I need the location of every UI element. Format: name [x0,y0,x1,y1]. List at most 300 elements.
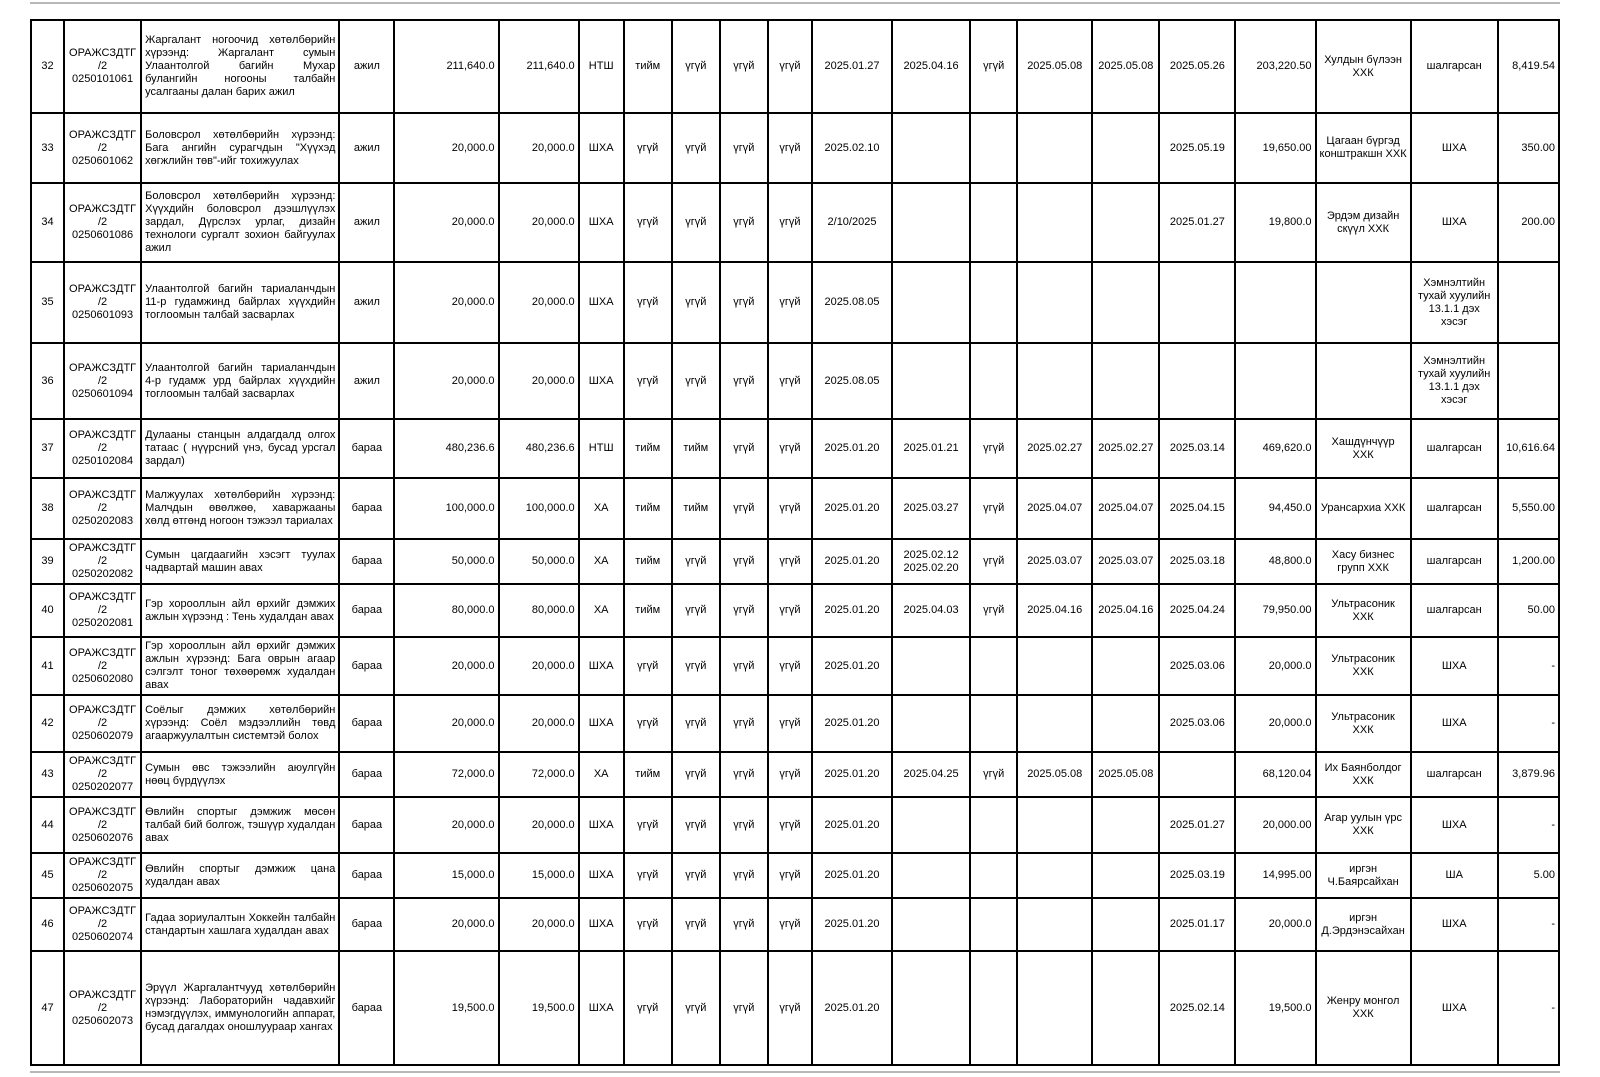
cell-flag-4: үгүй [768,951,812,1065]
cell-category: ажил [339,113,394,183]
cell-date-4 [1092,951,1159,1065]
cell-savings-value: 5.00 [1498,853,1559,898]
cell-description: Дулааны станцын алдагдалд олгох татаас ( нүүрсний үнэ, бусад урсгал зардал) [141,419,339,478]
cell-row-number: 40 [31,584,64,637]
cell-status: ШХА [1411,898,1498,951]
cell-date-2: 2025.01.21 [892,419,970,478]
table-row [31,584,1559,637]
cell-date-5: 2025.05.26 [1159,20,1235,113]
cell-category: бараа [339,752,394,797]
cell-date-4 [1092,183,1159,262]
procurement-table [30,19,1560,1066]
cell-flag-2: үгүй [672,797,720,853]
cell-budget-amount: 211,640.0 [394,20,498,113]
cell-row-number: 46 [31,898,64,951]
cell-status: ШХА [1411,695,1498,752]
cell-method: ШХА [579,797,624,853]
cell-date-4 [1092,637,1159,695]
cell-flag-2: тийм [672,419,720,478]
cell-procurement-code: ОРАЖСЗДТГ/2 0250601093 [64,262,141,343]
cell-row-number: 45 [31,853,64,898]
cell-flag-2: үгүй [672,951,720,1065]
cell-method: НТШ [579,20,624,113]
cell-description: Боловсрол хөтөлбөрийн хүрээнд: Бага ангийн сурагчдын "Хүүхэд хөгжлийн төв"-ийг тохижуулах [141,113,339,183]
cell-flag-2: үгүй [672,752,720,797]
cell-date-3: 2025.03.07 [1017,539,1092,584]
cell-flag-3: үгүй [720,584,768,637]
cell-date-3 [1017,183,1092,262]
cell-status: ШХА [1411,797,1498,853]
cell-contract-amount: 469,620.0 [1235,419,1315,478]
cell-date-1: 2025.02.10 [812,113,892,183]
cell-description: Өвлийн спортыг дэмжиж мөсөн талбай бий болгож, тэшүүр худалдан авах [141,797,339,853]
cell-date-2: 2025.03.27 [892,478,970,539]
cell-savings-value: 350.00 [1498,113,1559,183]
cell-status: ШХА [1411,637,1498,695]
cell-contract-amount: 20,000.0 [1235,695,1315,752]
cell-flag-3: үгүй [720,853,768,898]
cell-category: бараа [339,853,394,898]
cell-date-1: 2025.01.20 [812,478,892,539]
cell-budget-amount: 100,000.0 [394,478,498,539]
cell-flag-1: үгүй [624,695,672,752]
cell-date-4 [1092,262,1159,343]
cell-date-5: 2025.01.17 [1159,898,1235,951]
cell-flag-1: тийм [624,419,672,478]
cell-flag-4: үгүй [768,262,812,343]
cell-contract-amount: 68,120.04 [1235,752,1315,797]
cell-flag-3: үгүй [720,539,768,584]
cell-date-5: 2025.01.27 [1159,797,1235,853]
cell-supplier: Ультрасоник ХХК [1316,584,1411,637]
cell-savings-value [1498,262,1559,343]
cell-date-3 [1017,898,1092,951]
cell-flag-3: үгүй [720,113,768,183]
cell-date-3 [1017,637,1092,695]
cell-row-number: 42 [31,695,64,752]
cell-date-4 [1092,797,1159,853]
cell-date-1: 2025.01.27 [812,20,892,113]
cell-savings-value: - [1498,951,1559,1065]
cell-plan-amount: 50,000.0 [499,539,579,584]
cell-plan-amount: 20,000.0 [499,183,579,262]
cell-flag-2: үгүй [672,539,720,584]
cell-flag-5 [970,183,1017,262]
cell-category: ажил [339,262,394,343]
table-row [31,898,1559,951]
cell-date-2: 2025.04.25 [892,752,970,797]
cell-flag-3: үгүй [720,898,768,951]
cell-method: ШХА [579,898,624,951]
table-row [31,637,1559,695]
cell-flag-2: үгүй [672,695,720,752]
cell-budget-amount: 19,500.0 [394,951,498,1065]
cell-flag-1: үгүй [624,853,672,898]
cell-flag-5: үгүй [970,752,1017,797]
cell-date-5: 2025.04.15 [1159,478,1235,539]
cell-plan-amount: 20,000.0 [499,343,579,419]
cell-flag-2: үгүй [672,853,720,898]
cell-flag-2: үгүй [672,637,720,695]
cell-flag-2: үгүй [672,343,720,419]
cell-flag-3: үгүй [720,419,768,478]
cell-flag-4: үгүй [768,898,812,951]
cell-flag-1: тийм [624,584,672,637]
cell-row-number: 39 [31,539,64,584]
cell-date-3: 2025.02.27 [1017,419,1092,478]
cell-date-4: 2025.05.08 [1092,20,1159,113]
cell-status: шалгарсан [1411,752,1498,797]
cell-supplier: Урансархиа ХХК [1316,478,1411,539]
cell-contract-amount: 20,000.0 [1235,898,1315,951]
cell-flag-1: үгүй [624,637,672,695]
cell-flag-3: үгүй [720,262,768,343]
cell-supplier: Агар уулын үрс ХХК [1316,797,1411,853]
cell-flag-3: үгүй [720,478,768,539]
cell-supplier [1316,343,1411,419]
cell-row-number: 37 [31,419,64,478]
cell-flag-3: үгүй [720,752,768,797]
cell-savings-value: - [1498,898,1559,951]
cell-date-4: 2025.02.27 [1092,419,1159,478]
cell-procurement-code: ОРАЖСЗДТГ/2 0250602075 [64,853,141,898]
cell-date-5: 2025.04.24 [1159,584,1235,637]
cell-contract-amount: 203,220.50 [1235,20,1315,113]
cell-row-number: 44 [31,797,64,853]
cell-budget-amount: 20,000.0 [394,898,498,951]
cell-description: Соёлыг дэмжих хөтөлбөрийн хүрээнд: Соёл мэдээллийн төвд агааржуулалтын системтэй болох [141,695,339,752]
cell-status: ШХА [1411,951,1498,1065]
cell-date-5: 2025.01.27 [1159,183,1235,262]
cell-date-1: 2025.01.20 [812,797,892,853]
cell-method: ШХА [579,695,624,752]
cell-flag-3: үгүй [720,343,768,419]
cell-date-2 [892,343,970,419]
table-row [31,20,1559,113]
cell-method: ШХА [579,951,624,1065]
cell-flag-3: үгүй [720,637,768,695]
cell-supplier: иргэн Д.Эрдэнэсайхан [1316,898,1411,951]
cell-savings-value: 200.00 [1498,183,1559,262]
cell-category: ажил [339,343,394,419]
cell-date-1: 2025.01.20 [812,898,892,951]
cell-status: шалгарсан [1411,478,1498,539]
table-row [31,695,1559,752]
cell-description: Өвлийн спортыг дэмжиж цана худалдан авах [141,853,339,898]
cell-contract-amount: 19,800.0 [1235,183,1315,262]
cell-description: Жаргалант ногоочид хөтөлбөрийн хүрээнд: Жаргалант сумын Улаантолгой багийн Мухар булангийн ногооны талбайн усалгааны далан барих ажил [141,20,339,113]
cell-category: бараа [339,951,394,1065]
cell-date-2 [892,797,970,853]
cell-flag-2: үгүй [672,183,720,262]
cell-date-4 [1092,898,1159,951]
cell-status: ША [1411,853,1498,898]
cell-flag-5 [970,262,1017,343]
cell-flag-5: үгүй [970,478,1017,539]
cell-supplier: Цагаан бүргэд конштракшн ХХК [1316,113,1411,183]
cell-flag-4: үгүй [768,183,812,262]
cell-procurement-code: ОРАЖСЗДТГ/2 0250102084 [64,419,141,478]
page-cut-line-top [30,2,1560,4]
cell-flag-5 [970,797,1017,853]
cell-date-5 [1159,262,1235,343]
cell-date-3 [1017,797,1092,853]
cell-status: шалгарсан [1411,539,1498,584]
cell-date-3: 2025.05.08 [1017,20,1092,113]
cell-row-number: 35 [31,262,64,343]
cell-date-4: 2025.03.07 [1092,539,1159,584]
cell-budget-amount: 20,000.0 [394,113,498,183]
cell-date-1: 2025.01.20 [812,752,892,797]
cell-date-3: 2025.05.08 [1017,752,1092,797]
cell-date-2: 2025.04.03 [892,584,970,637]
cell-method: ХА [579,539,624,584]
cell-category: бараа [339,584,394,637]
cell-flag-1: үгүй [624,951,672,1065]
cell-budget-amount: 20,000.0 [394,262,498,343]
cell-description: Гэр хорооллын айл өрхийг дэмжих ажлын хүрээнд: Бага оврын агаар сэлгэлт тоног төхөөрөмж худалдан авах [141,637,339,695]
cell-savings-value: 3,879.96 [1498,752,1559,797]
cell-flag-1: тийм [624,539,672,584]
cell-procurement-code: ОРАЖСЗДТГ/2 0250202077 [64,752,141,797]
cell-procurement-code: ОРАЖСЗДТГ/2 0250601094 [64,343,141,419]
cell-status: шалгарсан [1411,584,1498,637]
cell-plan-amount: 20,000.0 [499,262,579,343]
cell-procurement-code: ОРАЖСЗДТГ/2 0250202083 [64,478,141,539]
cell-plan-amount: 100,000.0 [499,478,579,539]
cell-supplier: Хашдүнчүүр ХХК [1316,419,1411,478]
cell-savings-value: 1,200.00 [1498,539,1559,584]
cell-contract-amount: 19,500.0 [1235,951,1315,1065]
cell-savings-value: 10,616.64 [1498,419,1559,478]
cell-contract-amount: 19,650.00 [1235,113,1315,183]
cell-date-1: 2025.01.20 [812,584,892,637]
cell-savings-value: 50.00 [1498,584,1559,637]
cell-date-5: 2025.03.06 [1159,695,1235,752]
cell-procurement-code: ОРАЖСЗДТГ/2 0250202082 [64,539,141,584]
cell-date-4 [1092,853,1159,898]
cell-flag-2: үгүй [672,113,720,183]
cell-plan-amount: 20,000.0 [499,898,579,951]
cell-method: ШХА [579,183,624,262]
cell-date-2 [892,183,970,262]
cell-date-4: 2025.04.07 [1092,478,1159,539]
cell-flag-4: үгүй [768,695,812,752]
cell-flag-2: үгүй [672,262,720,343]
cell-category: бараа [339,419,394,478]
cell-procurement-code: ОРАЖСЗДТГ/2 0250602074 [64,898,141,951]
cell-row-number: 33 [31,113,64,183]
cell-status: шалгарсан [1411,20,1498,113]
cell-date-5 [1159,752,1235,797]
cell-description: Гэр хорооллын айл өрхийг дэмжих ажлын хүрээнд : Тень худалдан авах [141,584,339,637]
cell-flag-1: тийм [624,478,672,539]
cell-supplier: Ультрасоник ХХК [1316,695,1411,752]
cell-flag-3: үгүй [720,183,768,262]
cell-flag-4: үгүй [768,539,812,584]
cell-procurement-code: ОРАЖСЗДТГ/2 0250202081 [64,584,141,637]
cell-procurement-code: ОРАЖСЗДТГ/2 0250602080 [64,637,141,695]
cell-date-5 [1159,343,1235,419]
cell-date-5: 2025.03.06 [1159,637,1235,695]
cell-procurement-code: ОРАЖСЗДТГ/2 0250602076 [64,797,141,853]
cell-status: Хэмнэлтийн тухай хуулийн 13.1.1 дэх хэсэг [1411,343,1498,419]
cell-date-1: 2025.01.20 [812,951,892,1065]
cell-category: бараа [339,898,394,951]
cell-date-3 [1017,262,1092,343]
cell-flag-1: тийм [624,20,672,113]
cell-description: Эрүүл Жаргалантчууд хөтөлбөрийн хүрээнд: Лабораторийн чадавхийг нэмэгдүүлэх, иммунологийн аппарат, бусад дагалдах оношлуураар хангах [141,951,339,1065]
cell-plan-amount: 480,236.6 [499,419,579,478]
cell-flag-4: үгүй [768,797,812,853]
cell-plan-amount: 211,640.0 [499,20,579,113]
cell-supplier: Хулдын бүлээн ХХК [1316,20,1411,113]
cell-date-1: 2025.01.20 [812,695,892,752]
table-row [31,853,1559,898]
table-row [31,539,1559,584]
cell-date-1: 2/10/2025 [812,183,892,262]
table-row [31,797,1559,853]
cell-flag-1: үгүй [624,262,672,343]
cell-flag-5 [970,951,1017,1065]
cell-supplier: Хасу бизнес групп ХХК [1316,539,1411,584]
cell-status: Хэмнэлтийн тухай хуулийн 13.1.1 дэх хэсэг [1411,262,1498,343]
table-row [31,183,1559,262]
cell-method: ШХА [579,113,624,183]
cell-date-2 [892,898,970,951]
cell-date-1: 2025.01.20 [812,853,892,898]
cell-flag-5: үгүй [970,20,1017,113]
cell-budget-amount: 20,000.0 [394,637,498,695]
cell-date-4 [1092,343,1159,419]
cell-contract-amount: 20,000.0 [1235,637,1315,695]
cell-date-2 [892,951,970,1065]
cell-date-5: 2025.03.18 [1159,539,1235,584]
cell-category: бараа [339,478,394,539]
cell-contract-amount [1235,343,1315,419]
cell-date-3 [1017,853,1092,898]
cell-row-number: 38 [31,478,64,539]
cell-flag-4: үгүй [768,20,812,113]
cell-savings-value: 8,419.54 [1498,20,1559,113]
cell-flag-5: үгүй [970,539,1017,584]
cell-savings-value: - [1498,797,1559,853]
cell-budget-amount: 50,000.0 [394,539,498,584]
cell-flag-1: үгүй [624,898,672,951]
table-row [31,419,1559,478]
cell-date-3: 2025.04.07 [1017,478,1092,539]
cell-savings-value [1498,343,1559,419]
cell-description: Гадаа зориулалтын Хоккейн талбайн стандартын хашлага худалдан авах [141,898,339,951]
cell-method: ШХА [579,262,624,343]
cell-method: ШХА [579,853,624,898]
cell-date-2 [892,262,970,343]
cell-plan-amount: 20,000.0 [499,695,579,752]
cell-date-4 [1092,113,1159,183]
cell-flag-4: үгүй [768,419,812,478]
table-row [31,262,1559,343]
cell-row-number: 47 [31,951,64,1065]
cell-budget-amount: 20,000.0 [394,695,498,752]
cell-row-number: 41 [31,637,64,695]
cell-date-5: 2025.05.19 [1159,113,1235,183]
cell-flag-4: үгүй [768,752,812,797]
cell-date-3: 2025.04.16 [1017,584,1092,637]
cell-budget-amount: 15,000.0 [394,853,498,898]
cell-plan-amount: 72,000.0 [499,752,579,797]
cell-date-4: 2025.04.16 [1092,584,1159,637]
cell-procurement-code: ОРАЖСЗДТГ/2 0250101061 [64,20,141,113]
cell-description: Малжуулах хөтөлбөрийн хүрээнд: Малчдын өвөлжөө, хаваржааны хөлд өтгөнд ногоон тэжээл тариалах [141,478,339,539]
cell-plan-amount: 15,000.0 [499,853,579,898]
cell-method: ХА [579,584,624,637]
cell-supplier: Женру монгол ХХК [1316,951,1411,1065]
cell-method: ШХА [579,637,624,695]
cell-procurement-code: ОРАЖСЗДТГ/2 0250601062 [64,113,141,183]
cell-budget-amount: 20,000.0 [394,183,498,262]
cell-flag-4: үгүй [768,113,812,183]
cell-savings-value: 5,550.00 [1498,478,1559,539]
cell-date-1: 2025.01.20 [812,539,892,584]
cell-date-3 [1017,113,1092,183]
table-row [31,951,1559,1065]
cell-category: бараа [339,637,394,695]
table-row [31,752,1559,797]
cell-plan-amount: 80,000.0 [499,584,579,637]
cell-plan-amount: 19,500.0 [499,951,579,1065]
cell-flag-4: үгүй [768,343,812,419]
cell-flag-4: үгүй [768,584,812,637]
cell-date-4 [1092,695,1159,752]
cell-budget-amount: 72,000.0 [394,752,498,797]
cell-flag-5: үгүй [970,584,1017,637]
page-cut-line-bottom [30,1071,1560,1073]
cell-date-1: 2025.01.20 [812,637,892,695]
table-row [31,478,1559,539]
cell-category: бараа [339,797,394,853]
cell-row-number: 34 [31,183,64,262]
cell-flag-2: үгүй [672,584,720,637]
cell-contract-amount: 14,995.00 [1235,853,1315,898]
cell-method: НТШ [579,419,624,478]
cell-description: Сумын өвс тэжээлийн аюулгүйн нөөц бүрдүүлэх [141,752,339,797]
cell-flag-1: тийм [624,752,672,797]
cell-procurement-code: ОРАЖСЗДТГ/2 0250602073 [64,951,141,1065]
cell-budget-amount: 80,000.0 [394,584,498,637]
cell-row-number: 43 [31,752,64,797]
cell-description: Улаантолгой багийн тариаланчдын 11-р гудамжинд байрлах хүүхдийн тоглоомын талбай засварлах [141,262,339,343]
cell-flag-4: үгүй [768,637,812,695]
cell-flag-5: үгүй [970,419,1017,478]
cell-date-3 [1017,951,1092,1065]
cell-supplier [1316,262,1411,343]
cell-method: ХА [579,478,624,539]
cell-date-2 [892,695,970,752]
cell-flag-2: үгүй [672,20,720,113]
cell-row-number: 36 [31,343,64,419]
cell-date-2: 2025.04.16 [892,20,970,113]
cell-date-2 [892,113,970,183]
cell-flag-1: үгүй [624,113,672,183]
cell-contract-amount: 20,000.00 [1235,797,1315,853]
cell-category: бараа [339,695,394,752]
cell-date-1: 2025.01.20 [812,419,892,478]
cell-category: бараа [339,539,394,584]
cell-date-1: 2025.08.05 [812,262,892,343]
cell-supplier: Их Баянболдог ХХК [1316,752,1411,797]
table-row [31,113,1559,183]
cell-flag-4: үгүй [768,853,812,898]
